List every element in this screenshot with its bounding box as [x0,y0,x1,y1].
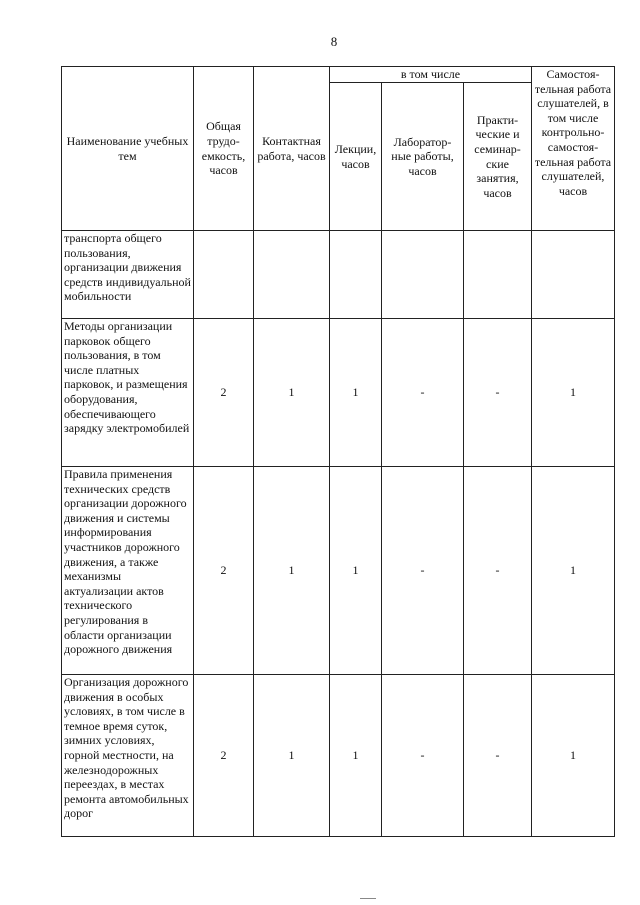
row-topic: транспорта общего пользования, организации движения средств индивидуальной мобильности [62,231,194,319]
row-lectures: 1 [330,319,382,467]
row-topic: Методы организации парковок общего пользования, в том числе платных парковок, и размещения оборудования, обеспечивающего зарядку электромобилей [62,319,194,467]
curriculum-table [61,66,615,837]
row-total: 2 [194,319,254,467]
row-contact: 1 [254,675,330,837]
row-self: 1 [532,319,615,467]
row-practical [464,231,532,319]
row-self: 1 [532,675,615,837]
row-practical: - [464,675,532,837]
page-number: 8 [330,34,338,49]
row-lab: - [382,319,464,467]
header-practical: Практи-ческие и семинар-ские занятия, часов [464,83,532,231]
row-total: 2 [194,467,254,675]
row-topic: Организация дорожного движения в особых условиях, в том числе в темное время суток, зимних условиях, горной местности, на железнодорожных переездах, в местах ремонта автомобильных дорог [62,675,194,837]
row-self [532,231,615,319]
row-lab: - [382,467,464,675]
header-contact-work: Контактная работа, часов [254,67,330,231]
table-row [62,231,615,319]
row-contact: 1 [254,467,330,675]
row-lab: - [382,675,464,837]
table-row [62,467,615,675]
row-contact [254,231,330,319]
row-contact: 1 [254,319,330,467]
row-lab [382,231,464,319]
row-total: 2 [194,675,254,837]
header-self-work: Самостоя-тельная работа слушателей, в том числе контрольно-самостоя-тельная работа слушателей, часов [532,67,615,231]
header-total-labor: Общая трудо-емкость, часов [194,67,254,231]
scan-mark [360,898,376,899]
header-including: в том числе [330,67,532,83]
header-topic-name: Наименование учебных тем [62,67,194,231]
row-total [194,231,254,319]
header-lectures: Лекции, часов [330,83,382,231]
table-row [62,319,615,467]
row-lectures: 1 [330,467,382,675]
row-topic: Правила применения технических средств организации дорожного движения и системы информирования участников дорожного движения, а также механизмы актуализации актов технического регулирования в области организации дорожного движения [62,467,194,675]
row-lectures: 1 [330,675,382,837]
header-lab-work: Лаборатор-ные работы, часов [382,83,464,231]
row-self: 1 [532,467,615,675]
table-row [62,675,615,837]
row-practical: - [464,467,532,675]
row-practical: - [464,319,532,467]
row-lectures [330,231,382,319]
